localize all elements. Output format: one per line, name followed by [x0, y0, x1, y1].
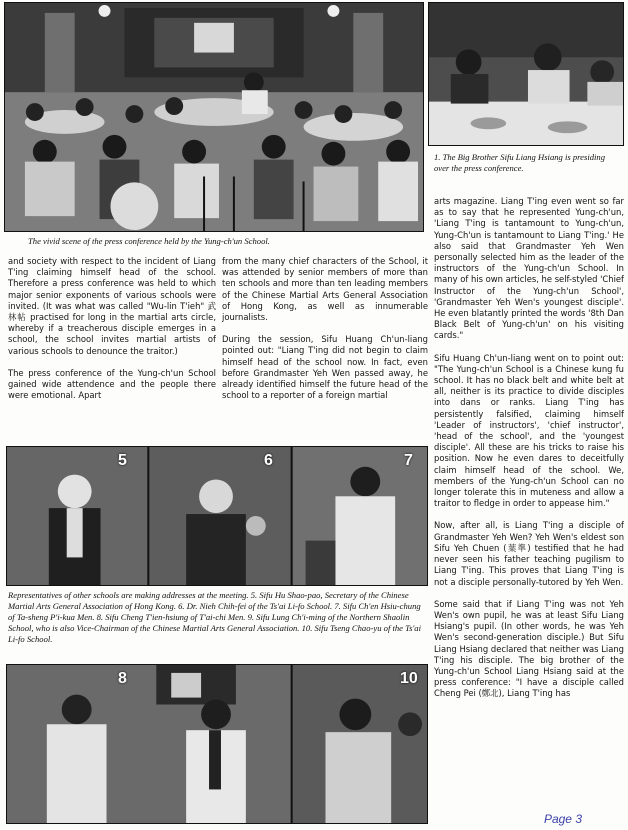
photo-number-8: 8 [118, 670, 127, 687]
speakers-caption: Representatives of other schools are making addresses at the meeting. 5. Sifu Hu Shao-pao, Secretary of the Chinese Martial Arts General Association of Hong Kong. 6. Dr. Nieh Chih-fei of the Ts'ai Li-fo School. 7. Sifu Ch'en Hsiu-chung of Ta-sheng P'i-kua Men. 8. Sifu Cheng T'ien-hsiung of T'ai-chi Men. 9. Sifu Lung Ch'i-ming of the Northern Shaolin School, who is also Vice-Chairman of the Chinese Martial Arts General Association. 10. Sifu Tseng Chao-yu of the Ts'ai Li-fo School. [8, 590, 421, 644]
photo-number-10: 10 [400, 670, 418, 687]
photo-number-5: 5 [118, 452, 127, 469]
speakers-photo-strip [6, 446, 428, 586]
photo-number-7: 7 [404, 452, 413, 469]
speakers-photo-strip-bottom [6, 664, 428, 824]
big-brother-caption: 1. The Big Brother Sifu Liang Hsiang is presiding over the press conference. [434, 152, 606, 173]
text-column-2-upper [222, 256, 428, 442]
photo-number-6: 6 [264, 452, 273, 469]
paragraph: During the session, Sifu Huang Ch'un-liang pointed out: "Liang T'ing did not begin to claim himself head of the school now. In fact, even before Grandmaster Yeh Wen passed away, he already identified himself the future head of the school to a reporter of a foreign martial [222, 334, 428, 401]
big-brother-image [429, 3, 623, 145]
speakers-image [7, 447, 427, 585]
press-conference-caption: The vivid scene of the press conference held by the Yung-ch'un School. [28, 236, 270, 246]
speakers-bottom-image [7, 665, 427, 823]
text-column-1-upper [8, 256, 216, 442]
paragraph: Some said that if Liang T'ing was not Yeh Wen's own pupil, he was at least Sifu Liang Hsiang's pupil. (In other words, he was Yeh Wen's second-generation disciple.) But Sifu Liang Hsiang declared that neither was Liang T'ing his disciple. The big brother of the Yung-ch'un School Liang Hsiang said at the press conference: "I have a disciple called Cheng Pei (鄭北), Liang T'ing has [434, 598, 624, 699]
text-column-3 [434, 196, 624, 810]
paragraph: The press conference of the Yung-ch'un School gained wide attendence and the people there were emotional. Apart [8, 367, 216, 401]
paragraph: from the many chief characters of the School, it was attended by senior members of more than ten schools and more than ten leading members of the Chinese Martial Arts General Association of Hong Kong, as well as innumerable journalists. [222, 256, 428, 323]
big-brother-photo [428, 2, 624, 146]
page-number: Page 3 [543, 812, 582, 826]
paragraph: Sifu Huang Ch'un-liang went on to point out: "The Yung-ch'un School is a Chinese kung fu school. It has no black belt and white belt at all, neither is its practice to divide disciples into dans or ranks. Liang T'ing has persistently falsified, claiming himself 'Leader of instructors', 'chief instructor', 'head of the school', and the 'youngest disciple'. All these are his tricks to raise his position. Now he even dares to deceitfully claim himself head of the school. We, members of the Yung-ch'un School can no longer tolerate this in muteness and allow a traitor to fledge in order to appease him." [434, 352, 624, 509]
press-conference-image [5, 3, 423, 231]
paragraph: arts magazine. Liang T'ing even went so far as to say that he represented Yung-ch'un, 'Liang T'ing is tantamount to Yung-ch'un, Yung-Ch'un is tantamount to Liang T'ing.' He also said that Grandmaster Yeh Wen personally selected him as the leader of the instructors of the Yung-ch'un School. In many of his own articles, he self-styled 'Chief Instructor of the Yung-ch'un School', 'Grandmaster Yeh Wen's youngest disciple'. He even blatantly printed the words '8th Dan Black Belt of Yung-ch'un' on his visiting cards." [434, 196, 624, 341]
paragraph: Now, after all, is Liang T'ing a disciple of Grandmaster Yeh Wen? Yeh Wen's eldest son Sifu Yeh Chuen (葉準) testified that he had never seen his father teaching pugilism to Liang T'ing. This proves that Liang T'ing is not a disciple personally-tutored by Yeh Wen. [434, 520, 624, 587]
paragraph: and society with respect to the incident of Liang T'ing claiming himself head of the school. Therefore a press conference was held to which major senior exponents of various schools were invited. (It was what was called "Wu-lin T'ieh" 武林帖 practised for long in the martial arts circle, whereby if a treacherous disciple emerges in a school, the school invites martial artists of various schools to denounce the traitor.) [8, 256, 216, 356]
press-conference-photo [4, 2, 424, 232]
